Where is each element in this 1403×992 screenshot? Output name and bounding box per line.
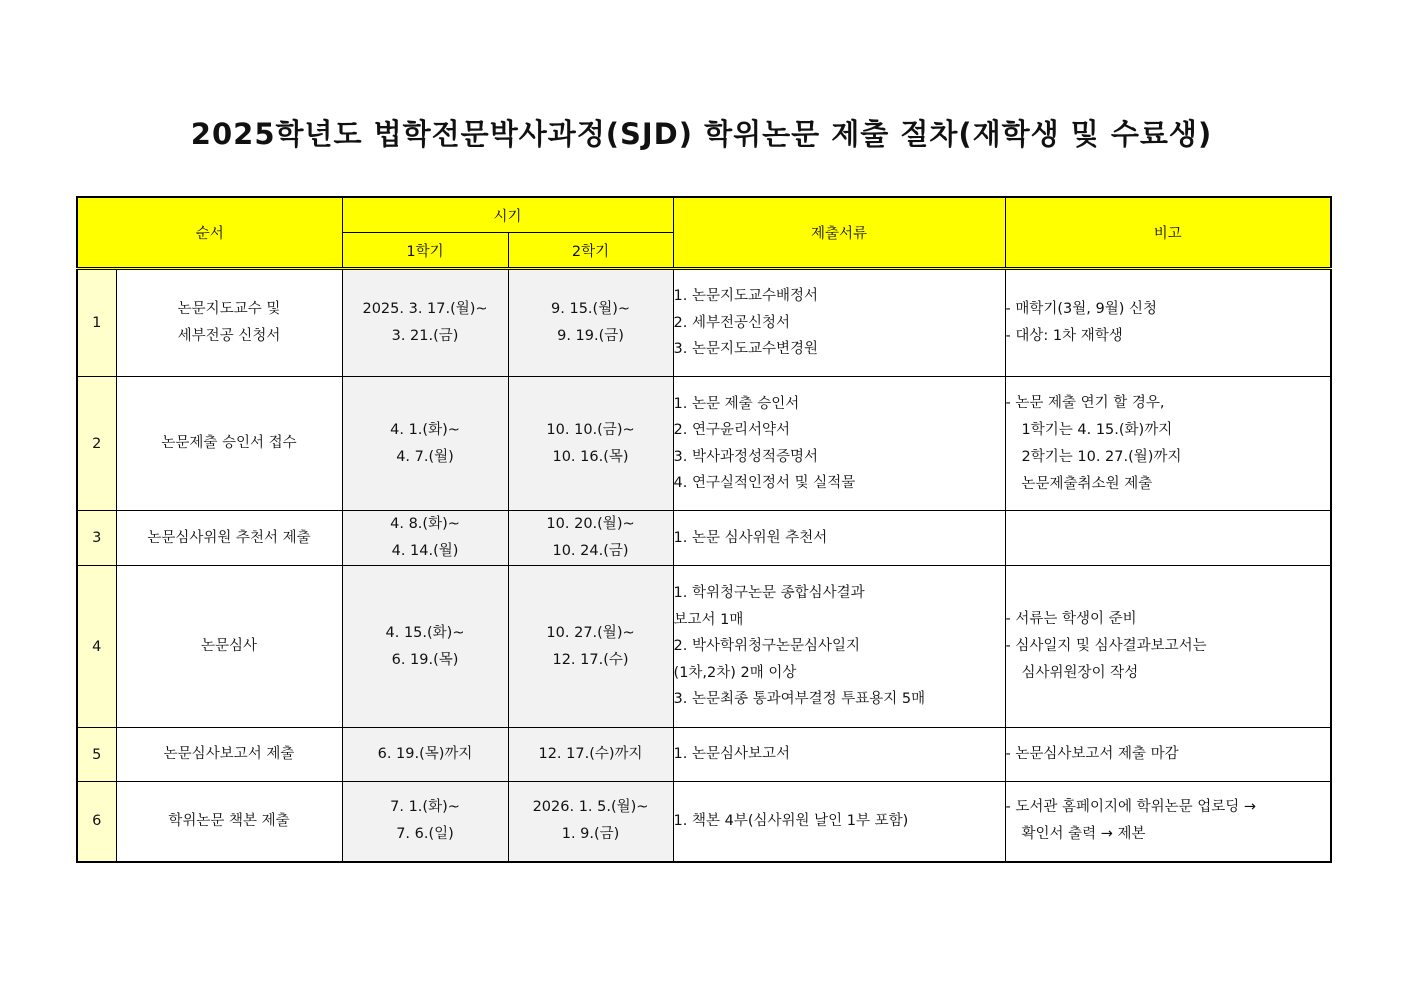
remarks-line: - 매학기(3월, 9월) 신청 bbox=[1005, 301, 1158, 317]
sem2-period bbox=[508, 269, 673, 377]
sem1-period-line: 7. 6.(일) bbox=[396, 826, 454, 843]
remarks-line: 1학기는 4. 15.(화)까지 bbox=[1021, 421, 1173, 438]
header-order: 순서 bbox=[77, 197, 342, 269]
remarks bbox=[1005, 782, 1331, 862]
submission-docs-line: 1. 논문 제출 승인서 bbox=[673, 395, 800, 412]
remarks-line: - 논문심사보고서 제출 마감 bbox=[1005, 746, 1179, 762]
remarks-line: - 논문 제출 연기 할 경우, bbox=[1005, 394, 1165, 411]
sem2-period-line: 9. 15.(월)~ bbox=[551, 301, 631, 317]
step-name-line: 학위논문 책본 제출 bbox=[168, 812, 290, 829]
submission-docs-line: 1. 논문심사보고서 bbox=[673, 746, 791, 763]
header-sem1: 1학기 bbox=[342, 233, 508, 269]
sem2-period bbox=[508, 782, 673, 862]
sem1-period bbox=[342, 782, 508, 862]
remarks bbox=[1005, 269, 1331, 377]
page-title: 2025학년도 법학전문박사과정(SJD) 학위논문 제출 절차(재학생 및 수료생) bbox=[190, 117, 1213, 151]
submission-docs-line: 1. 논문 심사위원 추천서 bbox=[673, 529, 828, 546]
remarks-line: 2학기는 10. 27.(월)까지 bbox=[1021, 448, 1182, 465]
remarks-line: 논문제출취소원 제출 bbox=[1021, 475, 1153, 492]
submission-docs-line: 보고서 1매 bbox=[673, 611, 744, 628]
submission-docs bbox=[673, 511, 1005, 566]
sem1-period-line: 4. 14.(월) bbox=[391, 543, 459, 559]
sem1-period bbox=[342, 566, 508, 728]
submission-docs-line: 3. 논문최종 통과여부결정 투표용지 5매 bbox=[673, 691, 926, 708]
submission-docs-line: 2. 연구윤리서약서 bbox=[673, 422, 791, 438]
sem2-period bbox=[508, 728, 673, 782]
step-name-line: 논문심사위원 추천서 제출 bbox=[147, 529, 311, 546]
sem2-period-line: 10. 20.(월)~ bbox=[546, 516, 635, 532]
step-number: 3 bbox=[77, 511, 116, 566]
remarks-line: 심사위원장이 작성 bbox=[1021, 665, 1139, 681]
submission-docs-line: 1. 책본 4부(심사위원 날인 1부 포함) bbox=[673, 813, 909, 829]
sem1-period bbox=[342, 511, 508, 566]
remarks bbox=[1005, 377, 1331, 511]
remarks-line: - 대상: 1차 재학생 bbox=[1005, 328, 1123, 344]
sem2-period bbox=[508, 566, 673, 728]
sem2-period-line: 10. 10.(금)~ bbox=[546, 421, 635, 438]
remarks-line: - 서류는 학생이 준비 bbox=[1005, 611, 1137, 627]
submission-docs-line: 2. 세부전공신청서 bbox=[673, 314, 791, 331]
step-number: 6 bbox=[77, 782, 116, 862]
sem2-period-line: 12. 17.(수) bbox=[552, 651, 629, 668]
sem2-period-line: 10. 16.(목) bbox=[552, 448, 629, 465]
submission-docs bbox=[673, 377, 1005, 511]
step-number: 5 bbox=[77, 728, 116, 782]
step-number: 2 bbox=[77, 377, 116, 511]
header-docs: 제출서류 bbox=[673, 197, 1005, 269]
submission-docs-line: 3. 논문지도교수변경원 bbox=[673, 341, 819, 358]
step-number: 1 bbox=[77, 269, 116, 377]
step-name-line: 논문심사보고서 제출 bbox=[163, 746, 295, 762]
submission-docs bbox=[673, 566, 1005, 728]
submission-docs-line: 2. 박사학위청구논문심사일지 bbox=[673, 638, 861, 655]
remarks-line: - 도서관 홈페이지에 학위논문 업로딩 → bbox=[1005, 799, 1257, 816]
sem1-period-line: 7. 1.(화)~ bbox=[390, 799, 460, 816]
submission-docs bbox=[673, 782, 1005, 862]
header-sem2: 2학기 bbox=[508, 233, 673, 269]
step-name-line: 논문제출 승인서 접수 bbox=[161, 435, 297, 451]
sem2-period-line: 10. 24.(금) bbox=[552, 543, 629, 559]
sem1-period-line: 4. 7.(월) bbox=[396, 448, 454, 465]
remarks bbox=[1005, 728, 1331, 782]
sem2-period bbox=[508, 377, 673, 511]
remarks-line: - 심사일지 및 심사결과보고서는 bbox=[1005, 638, 1207, 654]
sem1-period-line: 4. 15.(화)~ bbox=[385, 624, 465, 641]
step-name-line: 세부전공 신청서 bbox=[177, 328, 281, 344]
submission-docs-line: 1. 논문지도교수배정서 bbox=[673, 288, 819, 305]
submission-docs-line: 1. 학위청구논문 종합심사결과 bbox=[673, 585, 865, 602]
table-row bbox=[77, 728, 1331, 782]
table-row bbox=[77, 782, 1331, 862]
sem1-period-line: 2025. 3. 17.(월)~ bbox=[362, 301, 488, 317]
sem2-period-line: 2026. 1. 5.(월)~ bbox=[532, 799, 649, 816]
sem2-period-line: 1. 9.(금) bbox=[561, 826, 620, 843]
remarks bbox=[1005, 511, 1331, 566]
procedure-table bbox=[76, 196, 1332, 863]
submission-docs-line: (1차,2차) 2매 이상 bbox=[673, 664, 797, 681]
sem2-period-line: 10. 27.(월)~ bbox=[546, 624, 635, 641]
header-note: 비고 bbox=[1005, 197, 1331, 269]
submission-docs bbox=[673, 728, 1005, 782]
table-row bbox=[77, 511, 1331, 566]
table-row bbox=[77, 377, 1331, 511]
step-name bbox=[116, 511, 342, 566]
step-name bbox=[116, 566, 342, 728]
table-row bbox=[77, 269, 1331, 377]
table-row bbox=[77, 566, 1331, 728]
submission-docs-line: 3. 박사과정성적증명서 bbox=[673, 448, 819, 465]
remarks bbox=[1005, 566, 1331, 728]
step-name bbox=[116, 782, 342, 862]
sem1-period bbox=[342, 377, 508, 511]
sem2-period-line: 9. 19.(금) bbox=[557, 328, 624, 344]
sem1-period-line: 3. 21.(금) bbox=[391, 328, 459, 344]
sem1-period-line: 4. 8.(화)~ bbox=[390, 516, 460, 532]
step-name-line: 논문심사 bbox=[200, 638, 258, 654]
step-number: 4 bbox=[77, 566, 116, 728]
step-name bbox=[116, 377, 342, 511]
sem1-period-line: 4. 1.(화)~ bbox=[390, 421, 460, 438]
sem1-period bbox=[342, 269, 508, 377]
submission-docs bbox=[673, 269, 1005, 377]
sem2-period bbox=[508, 511, 673, 566]
sem1-period-line: 6. 19.(목)까지 bbox=[377, 746, 473, 762]
remarks-line: 확인서 출력 → 제본 bbox=[1021, 826, 1146, 843]
sem1-period-line: 6. 19.(목) bbox=[391, 651, 459, 668]
header-period: 시기 bbox=[342, 197, 673, 233]
submission-docs-line: 4. 연구실적인정서 및 실적물 bbox=[673, 475, 856, 491]
sem1-period bbox=[342, 728, 508, 782]
sem2-period-line: 12. 17.(수)까지 bbox=[538, 746, 643, 762]
step-name-line: 논문지도교수 및 bbox=[177, 301, 281, 317]
step-name bbox=[116, 269, 342, 377]
step-name bbox=[116, 728, 342, 782]
